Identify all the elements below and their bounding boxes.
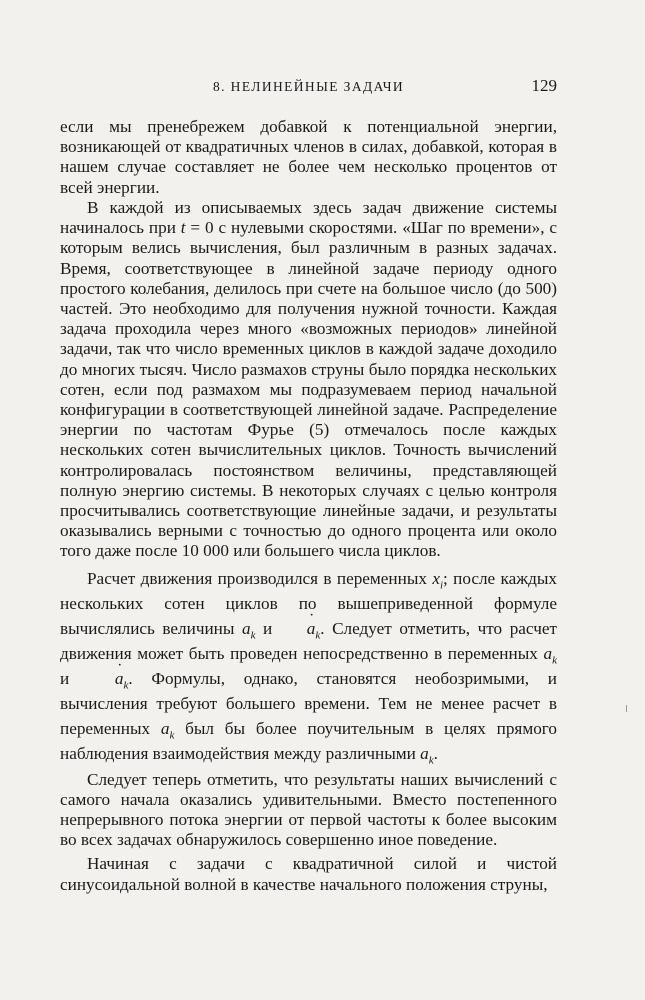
math-a: a	[543, 643, 553, 663]
math-sub-k: k	[428, 754, 434, 767]
paragraph-4: Следует теперь отметить, что результаты наших вычислений с самого начала оказались удивительными. Вместо постепенного непрерывного потока энергии от первой частоты к более высоким во всех задачах обнаружилось совершенно иное поведение.	[60, 769, 557, 850]
math-equals-zero: = 0	[185, 218, 214, 238]
paragraph-2-text-b: с нулевыми скоростями. «Шаг по времени», с которым велись вычисления, был различным в разных задачах. Время, соответствующее в линейной задаче периоду одного простого колебания, делилось при счете на большое число (до 500) частей. Это необходимо для получения нужной точности. Каждая задача проходила через много «возможных периодов» линейной задачи, так что число временных циклов в каждой задаче доходило до многих тысяч. Число размахов струны было порядка нескольких сотен, если под размахом мы подразумеваем период начальной конфигурации в соответствующей линейной задаче. Распределение энергии по частотам Фурье (5) отмечалось после каждых нескольких сотен вычислительных циклов. Точность вычислений контролировалась постоянством величины, представляющей полную энергию системы. В некоторых случаях с целью контроля просчитывались соответствующие линейные задачи, и результаты оказывались верными с точностью до одного процента или около того даже после 10 000 или большего числа циклов.	[60, 218, 557, 561]
math-sub-k: k	[250, 629, 256, 642]
paragraph-3-text-8: .	[433, 743, 438, 763]
math-a: a	[160, 718, 170, 738]
paragraph-3-text-7: был бы более поучительным в целях прямого наблюдения взаимодействия между различными	[60, 718, 558, 763]
paragraph-3-text-3: и	[255, 618, 280, 638]
paragraph-3-text-2: ; после каждых нескольких сотен циклов по вышеприведенной формуле вычислялись величины	[60, 568, 557, 638]
paragraph-3	[60, 566, 557, 766]
paragraph-3-text-4: . Следует отметить, что расчет движения может быть проведен непосредственно в переменных	[60, 618, 557, 663]
page-header	[60, 76, 557, 100]
paragraph-2-text-a: В каждой из описываемых здесь задач движение системы начиналось при	[60, 198, 557, 238]
math-sub-k: k	[123, 679, 129, 692]
page-number: 129	[531, 76, 557, 95]
body-text	[60, 117, 557, 895]
math-sub-i: i	[439, 579, 444, 592]
scan-mark	[626, 705, 627, 712]
math-sub-k: k	[169, 729, 175, 742]
math-t: t	[180, 218, 186, 238]
paragraph-3-text-6: . Формулы, однако, становятся необозримыми, и вычисления требуют большего времени. Тем не менее расчет в переменных	[60, 668, 557, 738]
math-a-dot: ˙ a	[280, 616, 316, 641]
paragraph-1: если мы пренебрежем добавкой к потенциальной энергии, возникающей от квадратичных членов в силах, добавкой, которая в нашем случае составляет не более чем несколько процентов от всей энергии.	[60, 117, 557, 197]
math-a: a	[241, 618, 251, 638]
math-a: a	[420, 743, 429, 763]
paragraph-2	[60, 198, 557, 562]
math-sub-k: k	[315, 629, 321, 642]
math-sub-k: k	[552, 654, 557, 667]
paragraph-3-text-1: Расчет движения производился в переменных	[87, 568, 433, 588]
paragraph-5: Начиная с задачи с квадратичной силой и чистой синусоидальной волной в качестве начального положения струны,	[60, 854, 557, 894]
math-a-dot: ˙ a	[88, 666, 124, 691]
paragraph-3-text-5: и	[60, 668, 88, 688]
running-head: 8. НЕЛИНЕЙНЫЕ ЗАДАЧИ	[212, 79, 405, 94]
math-x: x	[432, 568, 440, 588]
